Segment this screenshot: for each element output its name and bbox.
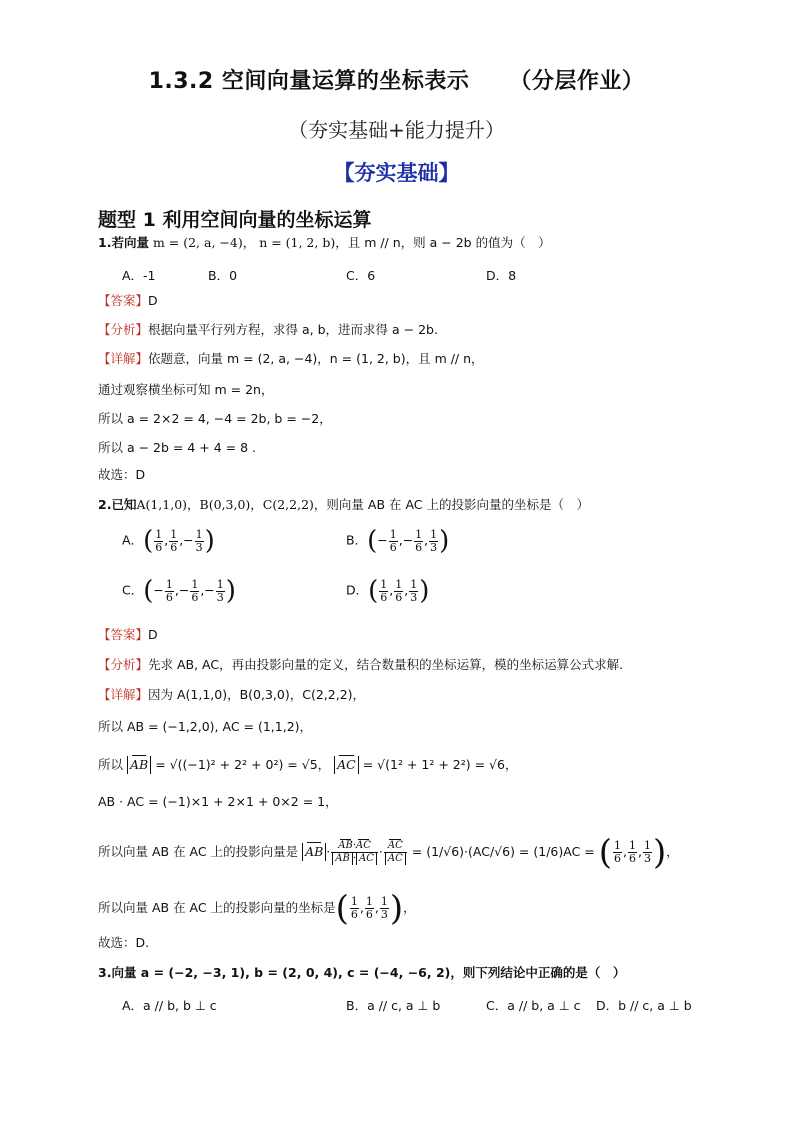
q2-detail-5-prefix: 所以向量 AB 在 AC 上的投影向量是 <box>98 844 299 859</box>
q2-option-d: D．( $\frac{1}{6}$ , $\frac{1}{6}$ , $\frac{1}{3}$ ) <box>346 576 430 606</box>
q2-analysis <box>98 656 623 674</box>
q1-detail-3: 所以 a = 2×2 = 4, −4 = 2b, b = −2， <box>98 411 332 426</box>
q1-answer <box>98 292 158 310</box>
q2-stem <box>98 496 589 514</box>
q1-detail-1 <box>98 350 484 368</box>
q2-stem-prefix: 2.已知 <box>98 497 137 512</box>
q1-conclusion: 故选：D <box>98 467 146 482</box>
q3-option-c: C．a // b, a ⊥ c <box>486 998 581 1013</box>
q2-detail-3-ac: = √(1² + 1² + 2²) = √6， <box>362 757 518 772</box>
q1-analysis-text: 根据向量平行列方程，求得 a, b，进而求得 a − 2b. <box>148 322 438 337</box>
title-main: 1.3.2 空间向量运算的坐标表示 <box>148 69 470 94</box>
q2-stem-points: A(1,1,0)，B(0,3,0)，C(2,2,2) <box>136 497 314 512</box>
q3-stem <box>98 964 625 982</box>
q1-detail-1-text: 依题意，向量 m = (2, a, −4)，n = (1, 2, b)，且 m // n， <box>148 351 484 366</box>
q1-answer-tag: 【答案】 <box>98 293 149 308</box>
q1-detail-4: 所以 a − 2b = 4 + 4 = 8 . <box>98 440 257 455</box>
q1-analysis-tag: 【分析】 <box>98 322 149 337</box>
q2-detail-6: 所以向量 AB 在 AC 上的投影向量的坐标是( $\frac{1}{6}$ , $\frac{1}{6}$ , $\frac{1}{3}$ )， <box>98 888 416 929</box>
q2-detail-6-prefix: 所以向量 AB 在 AC 上的投影向量的坐标是 <box>98 900 336 915</box>
q2-option-b: B．(− $\frac{1}{6}$ ,− $\frac{1}{6}$ , $\frac{1}{3}$ ) <box>346 526 450 556</box>
q2-option-d-label: D． <box>346 582 369 598</box>
q2-analysis-text: 先求 AB, AC，再由投影向量的定义，结合数量积的坐标运算，模的坐标运算公式求解. <box>148 657 624 672</box>
q2-detail-4: AB · AC = (−1)×1 + 2×1 + 0×2 = 1， <box>98 794 338 809</box>
page-subtitle: （夯实基础+能力提升） <box>288 118 505 142</box>
question-type-heading: 题型 1 利用空间向量的坐标运算 <box>98 209 372 231</box>
q1-detail-tag: 【详解】 <box>98 351 149 366</box>
q1-stem-cond: ，且 m // n <box>335 235 401 250</box>
q1-stem: 1.若向量 m = (2, a, −4)， n = (1, 2, b)，且 m // n，则 a − 2b 的值为（ ） <box>98 235 551 250</box>
q2-answer-value: D <box>148 627 158 642</box>
q1-stem-n: n = (1, 2, b) <box>259 235 336 250</box>
q2-detail-3-prefix: 所以 <box>98 757 124 772</box>
q1-stem-prefix: 1.若向量 <box>98 235 149 250</box>
q2-answer <box>98 626 158 644</box>
q2-option-a: A．( $\frac{1}{6}$ , $\frac{1}{6}$ ,− $\frac{1}{3}$ ) <box>122 526 215 556</box>
q2-detail-5: 所以向量 AB 在 AC 上的投影向量是 AB · $\frac{AB\cdot AC}{AB \cdot AC}$ · $\frac{AC}{AC}$ = (1/√6)·(AC/√6) = (1/6)AC = ( $\frac{1}{6}$ , $\frac{1}{6}$ , $\frac{1}{3}$ )， <box>98 832 679 873</box>
q3-stem-text: 3.向量 a = (−2, −3, 1), b = (2, 0, 4), c = (−4, −6, 2)，则下列结论中正确的是（ ） <box>98 965 626 980</box>
q1-analysis <box>98 321 438 339</box>
q2-detail-2: 所以 AB = (−1,2,0), AC = (1,1,2)， <box>98 719 313 734</box>
q2-detail-3: 所以 AB = √((−1)² + 2² + 0²) = √5， AC = √(1² + 1² + 2²) = √6， <box>98 757 518 772</box>
q2-detail-tag: 【详解】 <box>98 687 149 702</box>
q2-option-c: C．(− $\frac{1}{6}$ ,− $\frac{1}{6}$ ,− $\frac{1}{3}$ ) <box>122 576 236 606</box>
q1-option-d: D．8 <box>486 268 517 283</box>
q2-option-a-label: A． <box>122 532 144 548</box>
q1-answer-value: D <box>148 293 158 308</box>
q1-option-c: C．6 <box>346 268 376 283</box>
q2-option-c-label: C． <box>122 582 144 598</box>
q2-stem-suffix: ，则向量 AB 在 AC 上的投影向量的坐标是（ ） <box>313 497 590 512</box>
q2-option-b-label: B． <box>346 532 368 548</box>
section-heading: 【夯实基础】 <box>333 161 460 185</box>
q1-stem-m: m = (2, a, −4) <box>152 235 243 250</box>
q2-detail-1 <box>98 686 365 704</box>
q1-stem-suffix: ，则 a − 2b 的值为（ ） <box>400 235 551 250</box>
q1-option-b: B．0 <box>208 268 238 283</box>
q1-detail-2: 通过观察横坐标可知 m = 2n， <box>98 382 274 397</box>
q2-analysis-tag: 【分析】 <box>98 657 149 672</box>
q2-answer-tag: 【答案】 <box>98 627 149 642</box>
q1-option-a: A．-1 <box>122 268 156 283</box>
q3-option-d: D．b // c, a ⊥ b <box>596 998 692 1013</box>
q3-option-a: A．a // b, b ⊥ c <box>122 998 217 1013</box>
q2-detail-3-ab: = √((−1)² + 2² + 0²) = √5， <box>155 757 331 772</box>
q2-detail-1-text: 因为 A(1,1,0)，B(0,3,0)，C(2,2,2)， <box>148 687 366 702</box>
q3-option-b: B．a // c, a ⊥ b <box>346 998 441 1013</box>
q2-detail-5-mid: = (1/√6)·(AC/√6) = (1/6)AC = <box>411 844 595 859</box>
title-tag: （分层作业） <box>509 69 645 94</box>
q2-conclusion: 故选：D. <box>98 935 150 950</box>
page-title <box>0 64 793 95</box>
